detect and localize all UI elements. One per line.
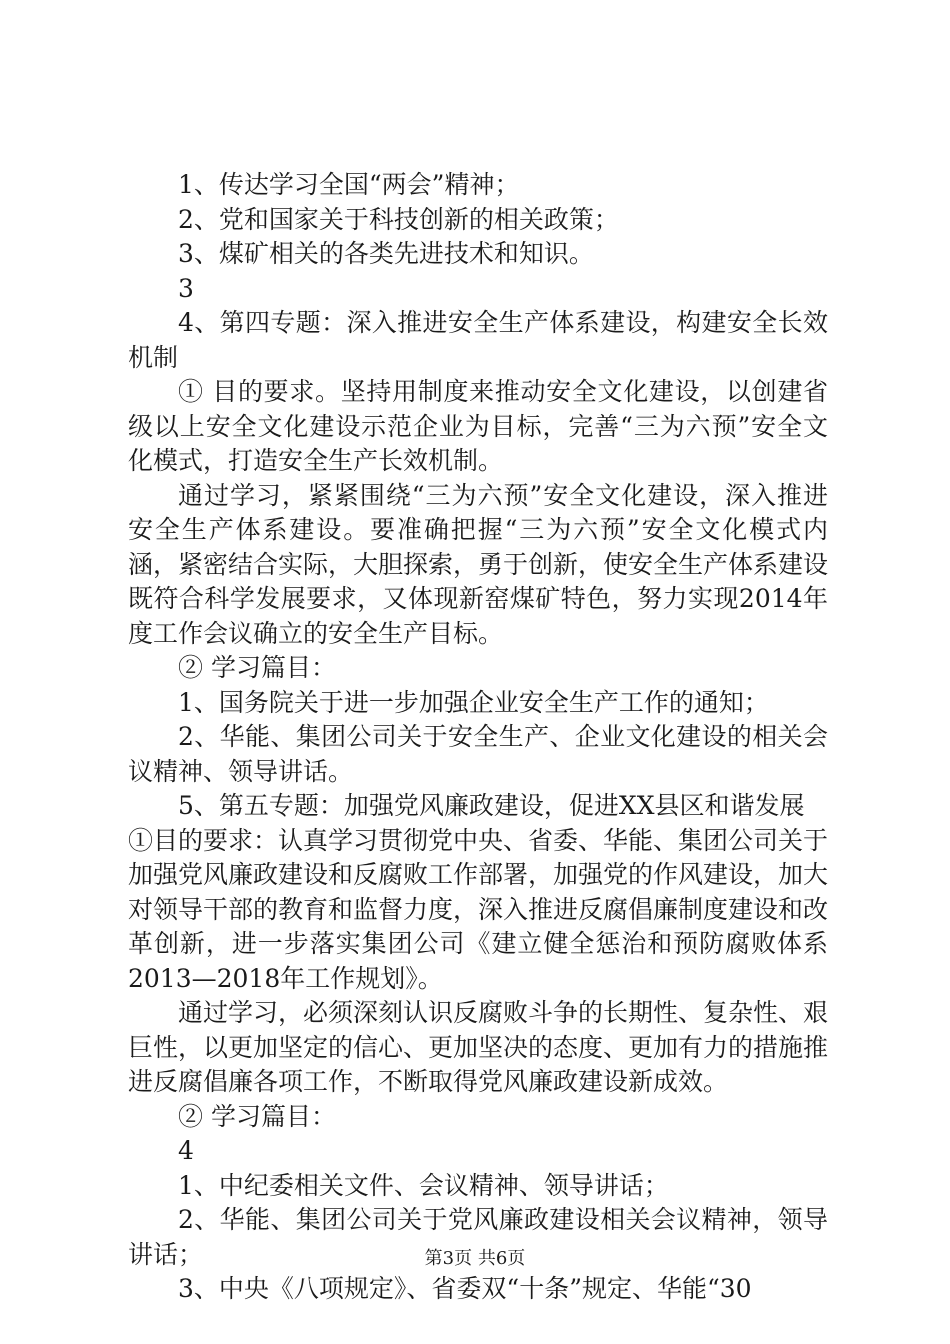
paragraph: 3、煤矿相关的各类先进技术和知识。: [178, 239, 594, 268]
page-footer: 第3页 共6页: [424, 1248, 526, 1269]
section-heading: 5、第五专题：加强党风廉政建设，促进XX县区和谐发展: [178, 791, 805, 820]
section-heading: 4、第四专题：深入推进安全生产体系建设，构建安全长效机制: [128, 308, 828, 372]
paragraph: 2、华能、集团公司关于党风廉政建设相关会议精神，领导讲话；: [128, 1205, 828, 1269]
page-marker: 3: [178, 273, 194, 303]
paragraph: ② 学习篇目：: [178, 653, 336, 682]
paragraph: ① 目的要求。坚持用制度来推动安全文化建设，以创建省级以上安全文化建设示范企业为目标，完善“三为六预”安全文化模式，打造安全生产长效机制。: [128, 377, 828, 475]
paragraph: 1、国务院关于进一步加强企业安全生产工作的通知；: [178, 687, 769, 717]
paragraph: 2、党和国家关于科技创新的相关政策；: [178, 204, 619, 234]
paragraph: 1、传达学习全国“两会”精神；: [178, 170, 520, 199]
document-body: [128, 168, 828, 1307]
paragraph: 1、中纪委相关文件、会议精神、领导讲话；: [178, 1170, 669, 1200]
page-marker: 4: [178, 1136, 194, 1165]
paragraph: ② 学习篇目：: [178, 1101, 336, 1131]
paragraph: 2、华能、集团公司关于安全生产、企业文化建设的相关会议精神、领导讲话。: [128, 722, 828, 786]
paragraph: 通过学习，必须深刻认识反腐败斗争的长期性、复杂性、艰巨性，以更加坚定的信心、更加坚决的态度、更加有力的措施推进反腐倡廉各项工作，不断取得党风廉政建设新成效。: [128, 998, 829, 1096]
paragraph: 3、中央《八项规定》、省委双“十条”规定、华能“30: [178, 1274, 752, 1303]
paragraph: ①目的要求：认真学习贯彻党中央、省委、华能、集团公司关于加强党风廉政建设和反腐败工作部署，加强党的作风建设，加大对领导干部的教育和监督力度，深入推进反腐倡廉制度建设和改革创新，进一步落实集团公司《建立健全惩治和预防腐败体系2013—2018年工作规划》。: [128, 825, 829, 993]
paragraph: 通过学习，紧紧围绕“三为六预”安全文化建设，深入推进安全生产体系建设。要准确把握“三为六预”安全文化模式内涵，紧密结合实际，大胆探索，勇于创新，使安全生产体系建设既符合科学发展要求，又体现新窑煤矿特色，努力实现2014年度工作会议确立的安全生产目标。: [128, 480, 829, 648]
